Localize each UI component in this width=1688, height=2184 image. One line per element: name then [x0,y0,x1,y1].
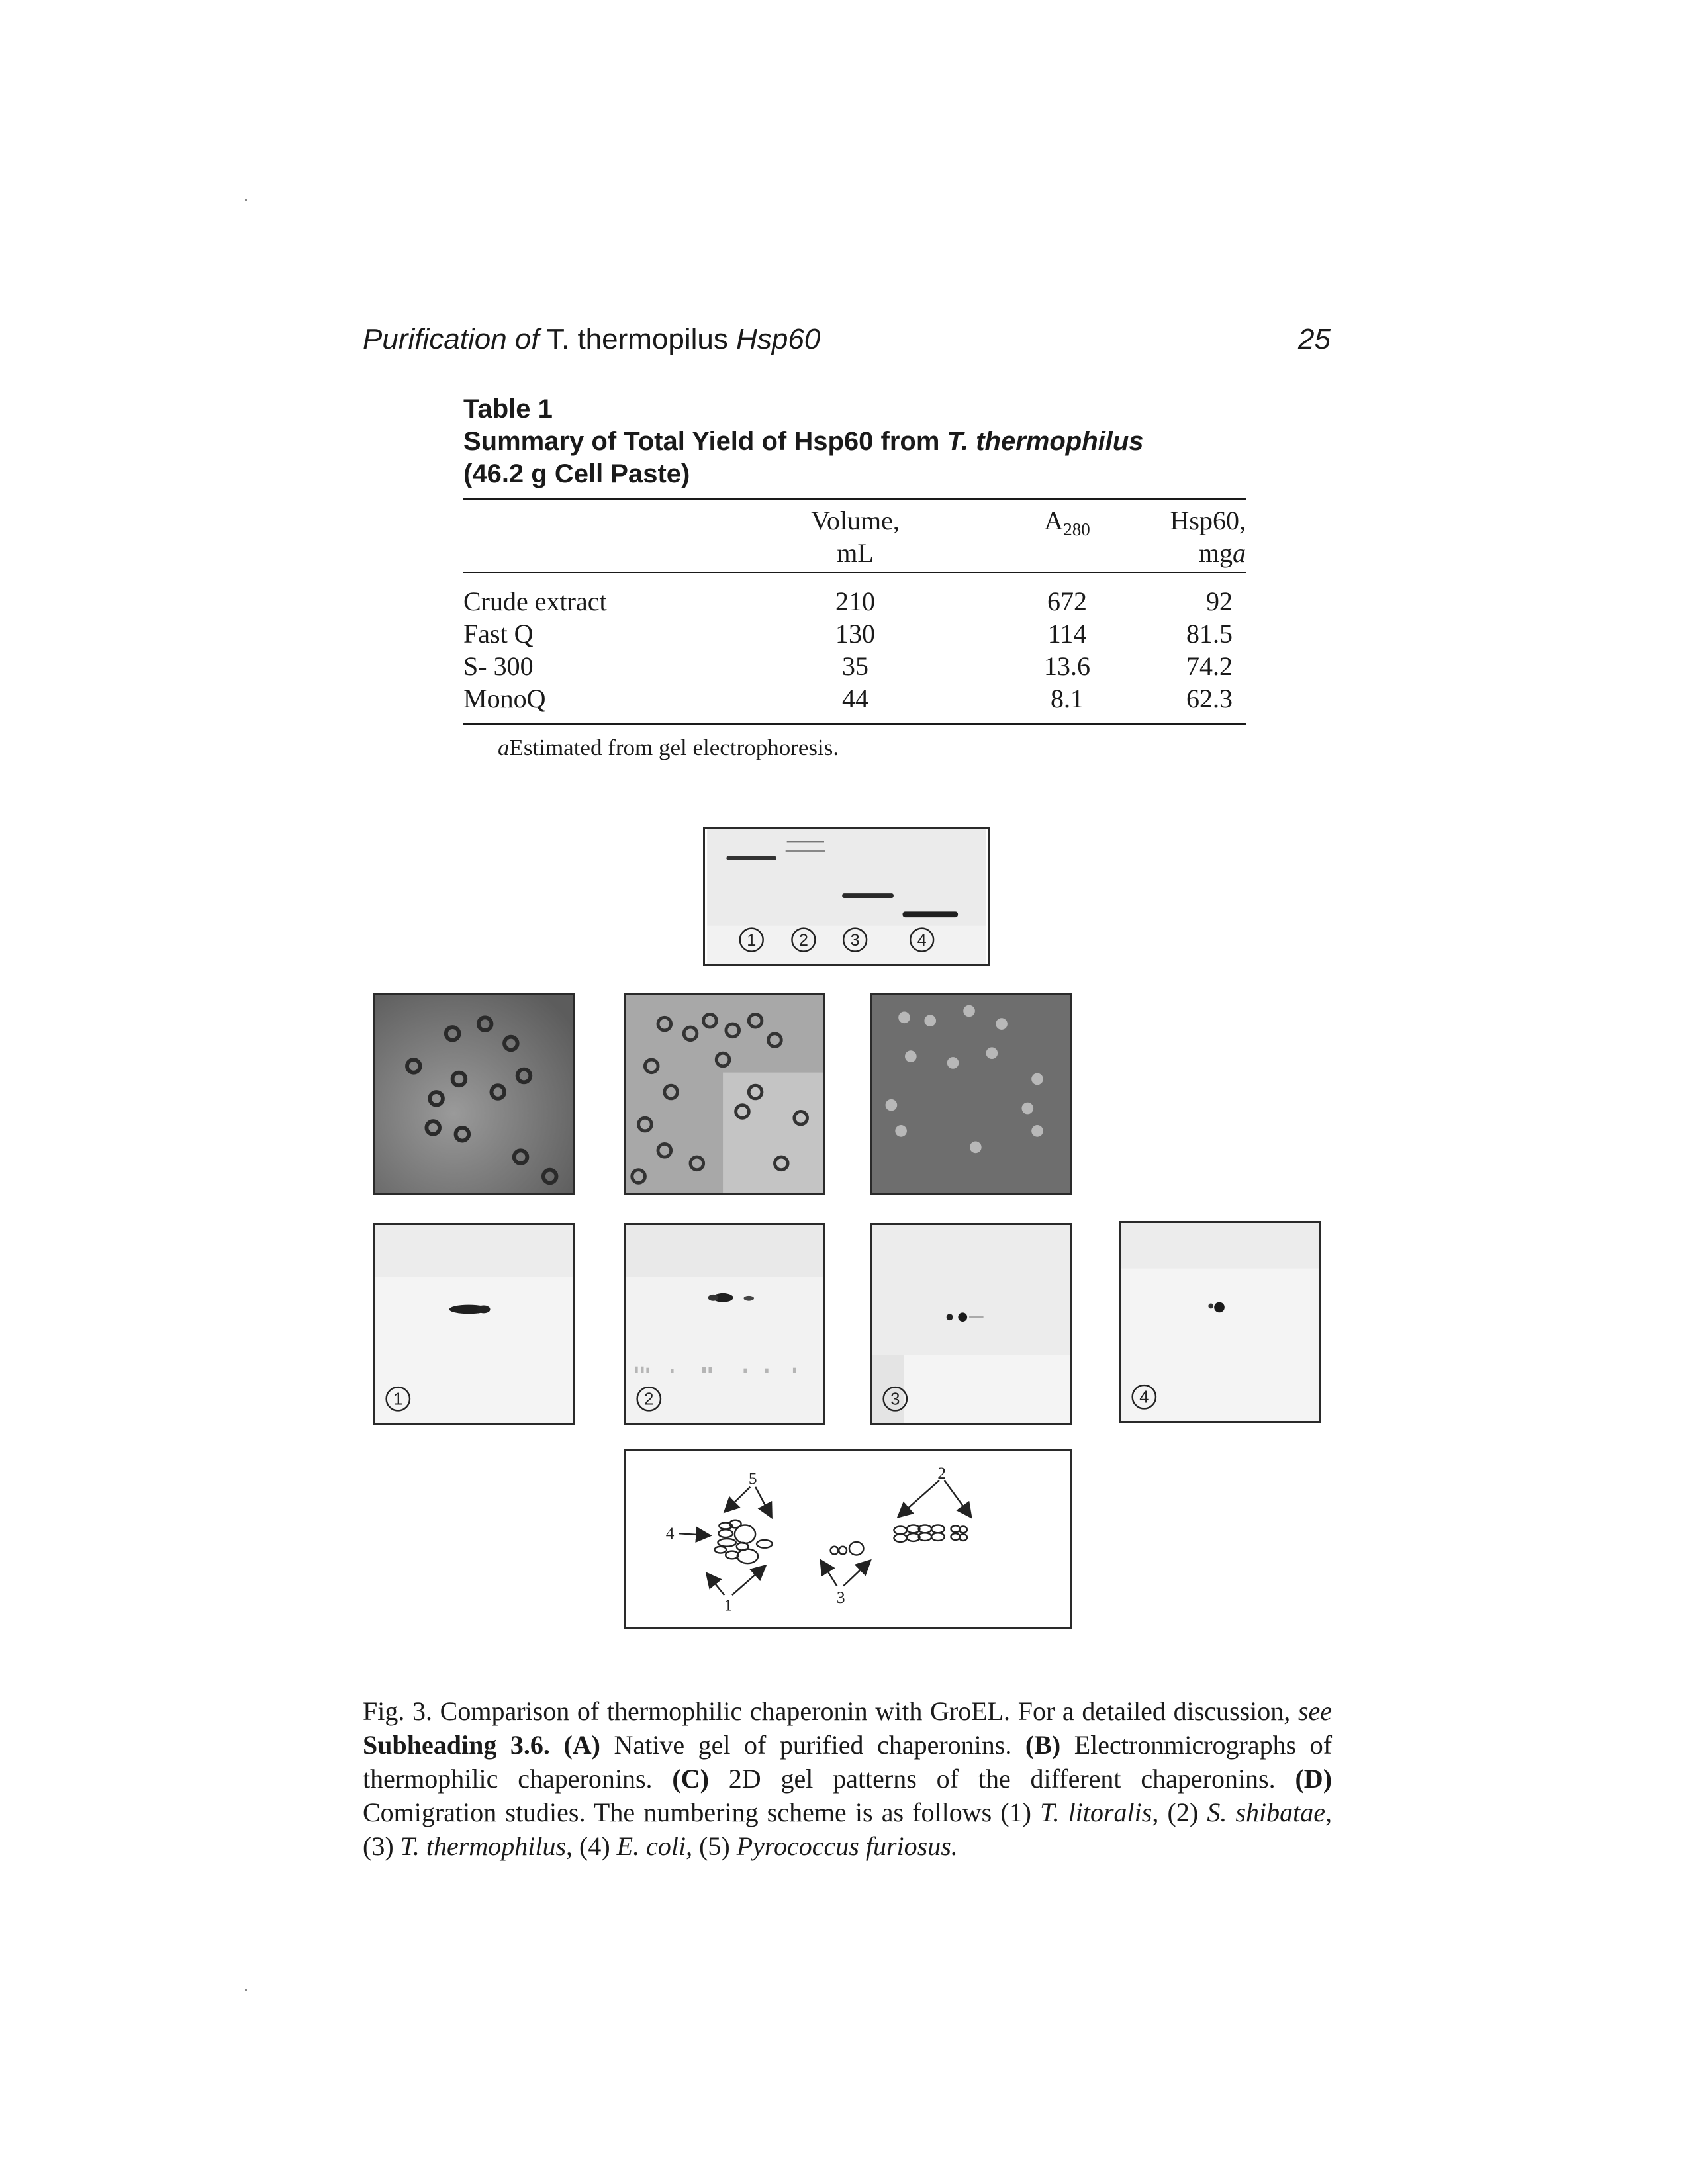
native-gel-panel [703,827,990,966]
table-cell: 44 [842,684,868,713]
table-bottom-rule [463,723,1246,725]
gel-lane-label: 3 [850,931,860,950]
micrograph-image [375,995,573,1193]
gel-lane-label: 2 [798,931,808,950]
diagram-label: 5 [748,1469,757,1488]
gel2d-image [872,1225,1070,1423]
micrograph-image [626,995,823,1193]
gel2d-panel-1 [373,1223,575,1425]
micrograph-panel-1 [373,993,575,1195]
figure-caption: Fig. 3. Comparison of thermophilic chaperonin with GroEL. For a detailed discussion, see Subheading 3.6. (A) Native gel of purified chaperonins. (B) Electronmicrographs of thermophilic chaperonins. (C) 2D gel patterns of the different chaperonins. (D) Comigration studies. The numbering scheme is as follows (1) T. litoralis, (2) S. shibatae, (3) T. thermophilus, (4) E. coli, (5) Pyrococcus furiosus. [363,1696,1333,1861]
scan-speck [245,199,247,201]
micrograph-image [872,995,1070,1193]
table-cell: 672 [1047,586,1087,616]
table-title-organism: T. thermophilus [947,427,1144,456]
table-cell: 130 [835,619,875,649]
gel2d-label: 2 [644,1390,654,1409]
diagram-label: 4 [665,1524,675,1543]
table-footnote: aEstimated from gel electrophoresis. [498,735,839,760]
table-cell: 210 [835,586,875,616]
header-a280: $A_{280}$ [1044,506,1090,539]
table-cell: 62.3 [1186,684,1233,713]
table-cell: 8.1 [1051,684,1084,713]
running-title-part: Hsp60 [736,323,821,355]
native-gel-image [705,829,988,964]
gel2d-image [1121,1223,1319,1421]
table-row-label: Fast Q [463,619,534,649]
gel2d-label: 3 [890,1390,900,1409]
page-number: 25 [1298,323,1331,355]
table-row-label: Crude extract [463,586,607,616]
diagram-label: 2 [937,1464,947,1483]
running-title [363,323,820,356]
comigration-diagram [624,1449,1072,1629]
table-caption [463,393,1258,490]
running-title-part: T. thermopilus [539,323,737,355]
table-top-rule [463,498,1246,500]
table-cell: 114 [1047,619,1087,649]
table-cell: 74.2 [1186,651,1233,681]
table-title-line2: (46.2 g Cell Paste) [463,459,690,488]
header-volume: Volume, mL [811,506,900,568]
micrograph-panel-3 [870,993,1072,1195]
micrograph-panel-2 [624,993,825,1195]
diagram-label: 1 [724,1596,733,1615]
table-row-label: MonoQ [463,684,546,713]
table-title-text: Summary of Total Yield of Hsp60 from [463,427,947,456]
gel2d-label: 4 [1139,1388,1149,1407]
gel2d-image [375,1225,573,1423]
diagram-label: 3 [836,1588,845,1607]
header-hsp60: Hsp60, mga [1170,506,1246,568]
comigration-image [626,1451,1070,1627]
gel2d-label: 1 [393,1390,403,1409]
table-cell: 81.5 [1186,619,1233,649]
running-title-part: Purification of [363,323,539,355]
table-cell: 92 [1206,586,1233,616]
table-header-rule [463,572,1246,573]
table-cell: 13.6 [1044,651,1090,681]
gel-lane-label: 1 [747,931,757,950]
gel-lane-label: 4 [917,931,927,950]
gel2d-panel-2 [624,1223,825,1425]
running-head [363,323,1331,363]
table-row-label: S- 300 [463,651,534,681]
gel2d-image [626,1225,823,1423]
table-label: Table 1 [463,394,553,424]
gel2d-panel-4 [1119,1221,1321,1423]
table-cell: 35 [842,651,868,681]
scan-speck [245,1989,247,1991]
gel2d-panel-3 [870,1223,1072,1425]
table-title [463,426,1258,458]
